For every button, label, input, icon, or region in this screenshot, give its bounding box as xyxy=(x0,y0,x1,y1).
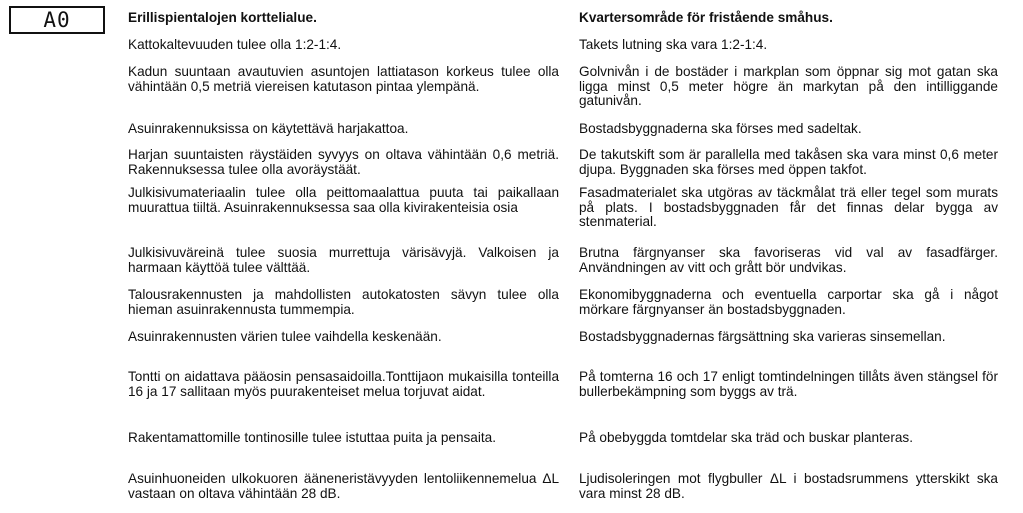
finnish-column xyxy=(128,0,559,513)
finnish-paragraph: Kattokaltevuuden tulee olla 1:2-1:4. xyxy=(128,37,342,52)
finnish-title: Erillispientalojen korttelialue. xyxy=(128,10,317,25)
finnish-paragraph: Julkisivumateriaalin tulee olla peittomaalattua puuta tai paikallaan muurattua tiiltä. Asuinrakennuksessa saa olla kivirakenteisia osia xyxy=(128,185,559,215)
zone-code-box: A0 xyxy=(9,6,105,34)
swedish-paragraph: Bostadsbyggnadernas färgsättning ska varieras sinsemellan. xyxy=(579,329,946,344)
swedish-column xyxy=(579,0,998,513)
swedish-paragraph: Fasadmaterialet ska utgöras av täckmålat trä eller tegel som murats på plats. I bostadsbyggnaden får det finnas delar bygga av stenmaterial. xyxy=(579,185,998,230)
swedish-paragraph: Takets lutning ska vara 1:2-1:4. xyxy=(579,37,768,52)
finnish-paragraph: Talousrakennusten ja mahdollisten autokatosten sävyn tulee olla hieman asuinrakennusta tummempia. xyxy=(128,287,559,317)
swedish-paragraph: Golvnivån i de bostäder i markplan som öppnar sig mot gatan ska ligga minst 0,5 meter högre än markytan på den intilliggande gatunivån. xyxy=(579,64,998,109)
finnish-paragraph: Asuinhuoneiden ulkokuoren ääneneristävyyden lentoliikennemelua ΔL vastaan on oltava vähintään 28 dB. xyxy=(128,471,559,501)
swedish-paragraph: De takutskift som är parallella med takåsen ska vara minst 0,6 meter djupa. Byggnaden ska förses med öppen takfot. xyxy=(579,147,998,177)
swedish-paragraph: Brutna färgnyanser ska favoriseras vid val av fasadfärger. Användningen av vitt och grått bör undvikas. xyxy=(579,245,998,275)
swedish-paragraph: Ljudisoleringen mot flygbuller ΔL i bostadsrummens ytterskikt ska vara minst 28 dB. xyxy=(579,471,998,501)
finnish-paragraph: Rakentamattomille tontinosille tulee istuttaa puita ja pensaita. xyxy=(128,430,497,445)
finnish-paragraph: Asuinrakennuksissa on käytettävä harjakattoa. xyxy=(128,121,409,136)
swedish-title: Kvartersområde för fristående småhus. xyxy=(579,10,833,25)
finnish-paragraph: Asuinrakennusten värien tulee vaihdella keskenään. xyxy=(128,329,442,344)
finnish-paragraph: Harjan suuntaisten räystäiden syvyys on oltava vähintään 0,6 metriä. Rakennuksessa tulee olla avoräystäät. xyxy=(128,147,559,177)
swedish-paragraph: Bostadsbyggnaderna ska förses med sadeltak. xyxy=(579,121,862,136)
finnish-paragraph: Julkisivuväreinä tulee suosia murrettuja värisävyjä. Valkoisen ja harmaan käyttöä tulee välttää. xyxy=(128,245,559,275)
swedish-paragraph: Ekonomibyggnaderna och eventuella carportar ska gå i något mörkare färgnyanser än bostadsbyggnaden. xyxy=(579,287,998,317)
finnish-paragraph: Tontti on aidattava pääosin pensasaidoilla.Tonttijaon mukaisilla tonteilla 16 ja 17 sallitaan myös puurakenteiset melua torjuvat aidat. xyxy=(128,369,559,399)
finnish-paragraph: Kadun suuntaan avautuvien asuntojen lattiatason korkeus tulee olla vähintään 0,5 metriä viereisen katutason pintaa ylempänä. xyxy=(128,64,559,94)
swedish-paragraph: På obebyggda tomtdelar ska träd och buskar planteras. xyxy=(579,430,914,445)
swedish-paragraph: På tomterna 16 och 17 enligt tomtindelningen tillåts även stängsel för bullerbekämpning som byggs av trä. xyxy=(579,369,998,399)
